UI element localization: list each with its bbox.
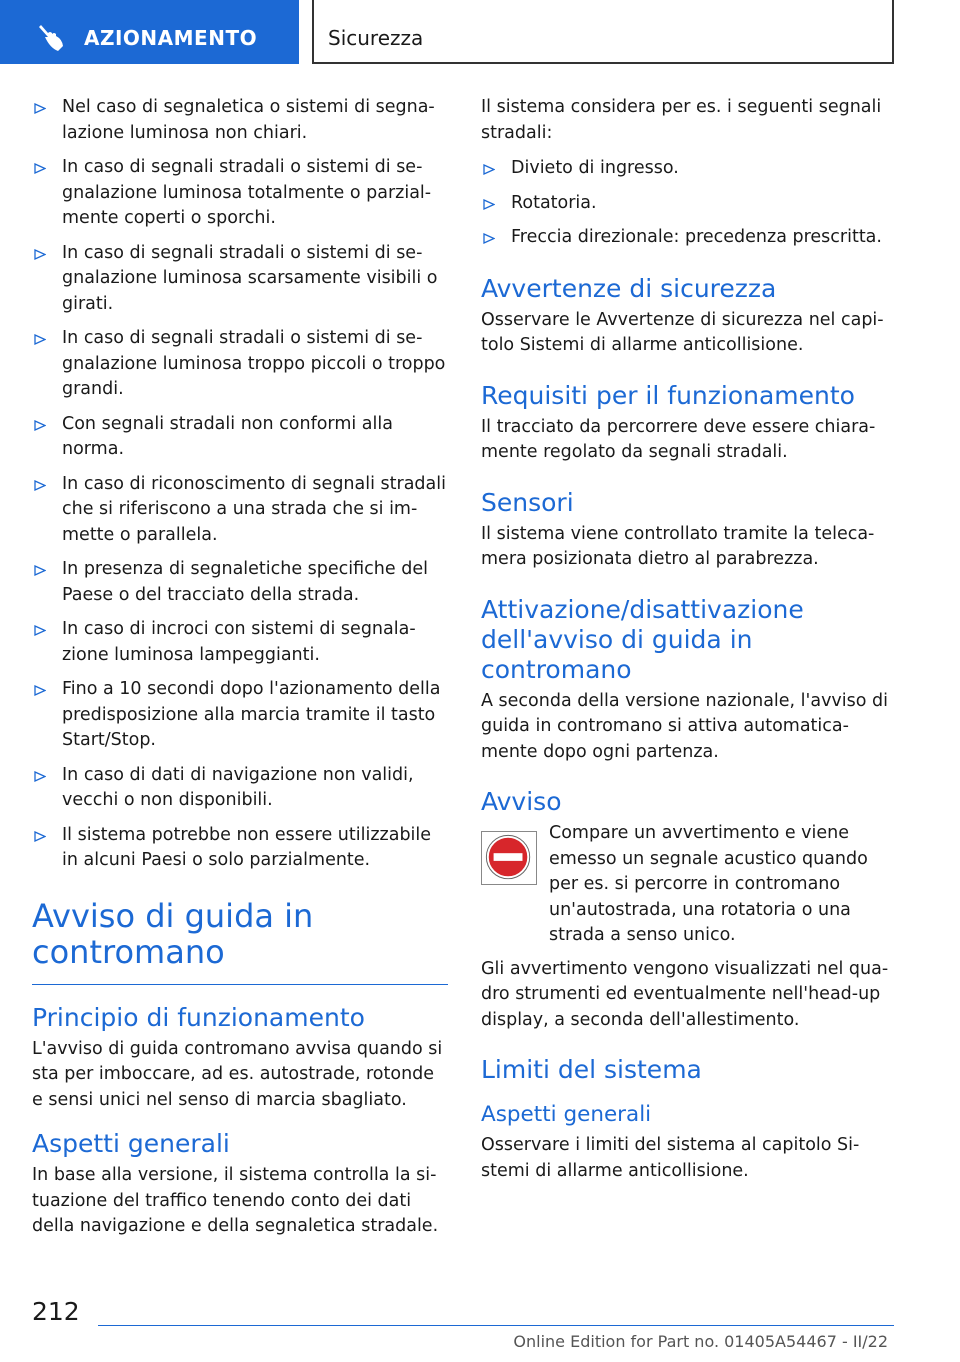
triangle-bullet-icon (34, 103, 46, 114)
list-item: In caso di segnali stradali o sistemi di se- gnalazione luminosa scarsamente visibili o girati. (32, 241, 448, 318)
list-item: In caso di segnali stradali o sistemi di se- gnalazione luminosa totalmente o parzial- mente coperti o sporchi. (32, 155, 448, 232)
page-number: 212 (32, 1297, 80, 1326)
list-item: Fino a 10 secondi dopo l'azionamento della predisposizione alla marcia tramite il tasto Start/Stop. (32, 677, 448, 754)
header-section-tab (0, 0, 299, 64)
right-column (481, 95, 893, 1184)
requirements-text: Il tracciato da percorrere deve essere chiara- mente regolato da segnali stradali. (481, 416, 876, 462)
triangle-bullet-icon (483, 199, 495, 210)
subsection-heading-limits-general: Aspetti generali (481, 1102, 652, 1127)
triangle-bullet-icon (34, 685, 46, 696)
triangle-bullet-icon (34, 831, 46, 842)
limits-text: Osservare i limiti del sistema al capitolo Si- stemi di allarme anticollisione. (481, 1135, 860, 1181)
triangle-bullet-icon (34, 625, 46, 636)
header-topic-label: Sicurezza (328, 26, 424, 50)
left-column (32, 95, 448, 1240)
section-heading-sensors: Sensori (481, 487, 574, 517)
signs-list (481, 156, 893, 251)
general-text: In base alla versione, il sistema controlla la si- tuazione del traffico tenendo conto dei dati della navigazione e della segnaletica stradale. (32, 1165, 439, 1236)
triangle-bullet-icon (483, 164, 495, 175)
section-heading-general: Aspetti generali (32, 1129, 230, 1158)
no-entry-sign-icon (481, 831, 537, 885)
triangle-bullet-icon (34, 480, 46, 491)
section-heading-activation: Attivazione/disattivazione dell'avviso di guida in contromano (481, 594, 804, 684)
footer-divider (98, 1325, 894, 1326)
triangle-bullet-icon (34, 249, 46, 260)
chapter-title: Avviso di guida in contromano (32, 896, 314, 971)
pointing-hand-icon (36, 24, 66, 54)
triangle-bullet-icon (34, 771, 46, 782)
list-item: Divieto di ingresso. (481, 156, 893, 182)
limitations-list (32, 95, 448, 874)
warning-text: Compare un avvertimento e viene emesso un segnale acustico quando per es. si percorre in contromano un'autostrada, una rotatoria o una strada a senso unico. (549, 823, 868, 945)
list-item: Il sistema potrebbe non essere utilizzabile in alcuni Paesi o solo parzialmente. (32, 823, 448, 874)
section-heading-limits: Limiti del sistema (481, 1055, 702, 1084)
warning-text-2: Gli avvertimento vengono visualizzati nel qua- dro strumenti ed eventualmente nell'head-up display, a seconda dell'allestimento. (481, 958, 889, 1030)
sensors-text: Il sistema viene controllato tramite la teleca- mera posizionata dietro al parabrezza. (481, 523, 875, 569)
footer-edition: Online Edition for Part no. 01405A54467 - II/22 (513, 1332, 888, 1351)
warning-block (481, 821, 893, 949)
list-item: In caso di dati di navigazione non validi, vecchi o non disponibili. (32, 763, 448, 814)
section-heading-requirements: Requisiti per il funzionamento (481, 380, 855, 410)
triangle-bullet-icon (34, 420, 46, 431)
triangle-bullet-icon (34, 163, 46, 174)
list-item: Rotatoria. (481, 191, 893, 217)
intro-text: Il sistema considera per es. i seguenti segnali stradali: (481, 97, 882, 143)
list-item: In presenza di segnaletiche specifiche del Paese o del tracciato della strada. (32, 557, 448, 608)
list-item: In caso di riconoscimento di segnali stradali che si riferiscono a una strada che si im- mette o parallela. (32, 472, 448, 549)
principle-text: L'avviso di guida contromano avvisa quando si sta per imboccare, ad es. autostrade, rotonde e sensi unici nel senso di marcia sbagliato. (32, 1038, 443, 1110)
list-item: In caso di segnali stradali o sistemi di se- gnalazione luminosa troppo piccoli o troppo grandi. (32, 326, 448, 403)
list-item: In caso di incroci con sistemi di segnala- zione luminosa lampeggianti. (32, 617, 448, 668)
list-item: Con segnali stradali non conformi alla norma. (32, 412, 448, 463)
triangle-bullet-icon (34, 565, 46, 576)
chapter-divider (32, 984, 448, 985)
triangle-bullet-icon (483, 233, 495, 244)
header-topic-box (312, 0, 894, 64)
header-section-label: AZIONAMENTO (84, 26, 258, 50)
section-heading-principle: Principio di funzionamento (32, 1002, 365, 1032)
triangle-bullet-icon (34, 334, 46, 345)
section-heading-safety: Avvertenze di sicurezza (481, 273, 777, 303)
section-heading-warning: Avviso (481, 787, 562, 816)
activation-text: A seconda della versione nazionale, l'avviso di guida in contromano si attiva automatica- mente dopo ogni partenza. (481, 690, 889, 762)
safety-text: Osservare le Avvertenze di sicurezza nel capi- tolo Sistemi di allarme anticollisione. (481, 309, 884, 355)
list-item: Freccia direzionale: precedenza prescritta. (481, 225, 893, 251)
list-item: Nel caso di segnaletica o sistemi di segna- lazione luminosa non chiari. (32, 95, 448, 146)
